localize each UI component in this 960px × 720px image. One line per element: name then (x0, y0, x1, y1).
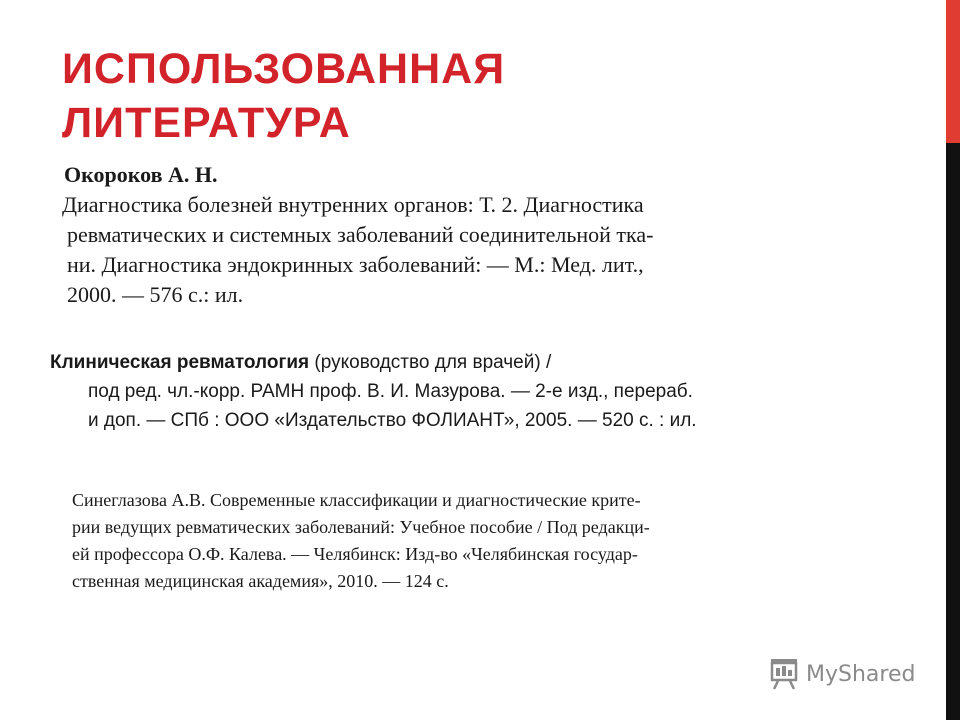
accent-bar-red (946, 0, 960, 143)
reference-line: и доп. — СПб : ООО «Издательство ФОЛИАНТ», 2005. — 520 с. : ил. (88, 410, 697, 431)
reference-line: под ред. чл.-корр. РАМН проф. В. И. Мазурова. — 2-е изд., перераб. (88, 381, 693, 402)
reference-line: ей профессора О.Ф. Калева. — Челябинск: Изд-во «Челябинская государ- (72, 544, 638, 564)
page-title-line-2: ЛИТЕРАТУРА (62, 99, 351, 147)
reference-sineglazova (72, 487, 862, 595)
reference-first-line (50, 348, 920, 377)
reference-line: ственная медицинская академия», 2010. — 124 с. (72, 571, 449, 591)
reference-title-rest: (руководство для врачей) / (309, 352, 552, 373)
watermark-text: MyShared (806, 661, 916, 687)
reference-line: 2000. — 576 с.: ил. (67, 282, 244, 307)
reference-line: рии ведущих ревматических заболеваний: Учебное пособие / Под редакци- (72, 517, 650, 537)
watermark-logo (768, 656, 915, 692)
page-title (62, 42, 762, 150)
page-title-line-1: ИСПОЛЬЗОВАННАЯ (62, 45, 506, 93)
reference-clinical-rheumatology (50, 348, 920, 435)
reference-line: ревматических и системных заболеваний соединительной тка- (67, 222, 654, 247)
presentation-board-icon (768, 657, 800, 691)
accent-bar-black (946, 143, 960, 720)
reference-line: Диагностика болезней внутренних органов: Т. 2. Диагностика (62, 192, 644, 217)
reference-okorokov (62, 160, 862, 310)
reference-line: Синеглазова А.В. Современные классификации и диагностические крите- (72, 490, 641, 510)
reference-line: ни. Диагностика эндокринных заболеваний: — М.: Мед. лит., (67, 252, 644, 277)
reference-author: Окороков А. Н. (64, 162, 218, 187)
reference-title: Клиническая ревматология (50, 352, 310, 373)
